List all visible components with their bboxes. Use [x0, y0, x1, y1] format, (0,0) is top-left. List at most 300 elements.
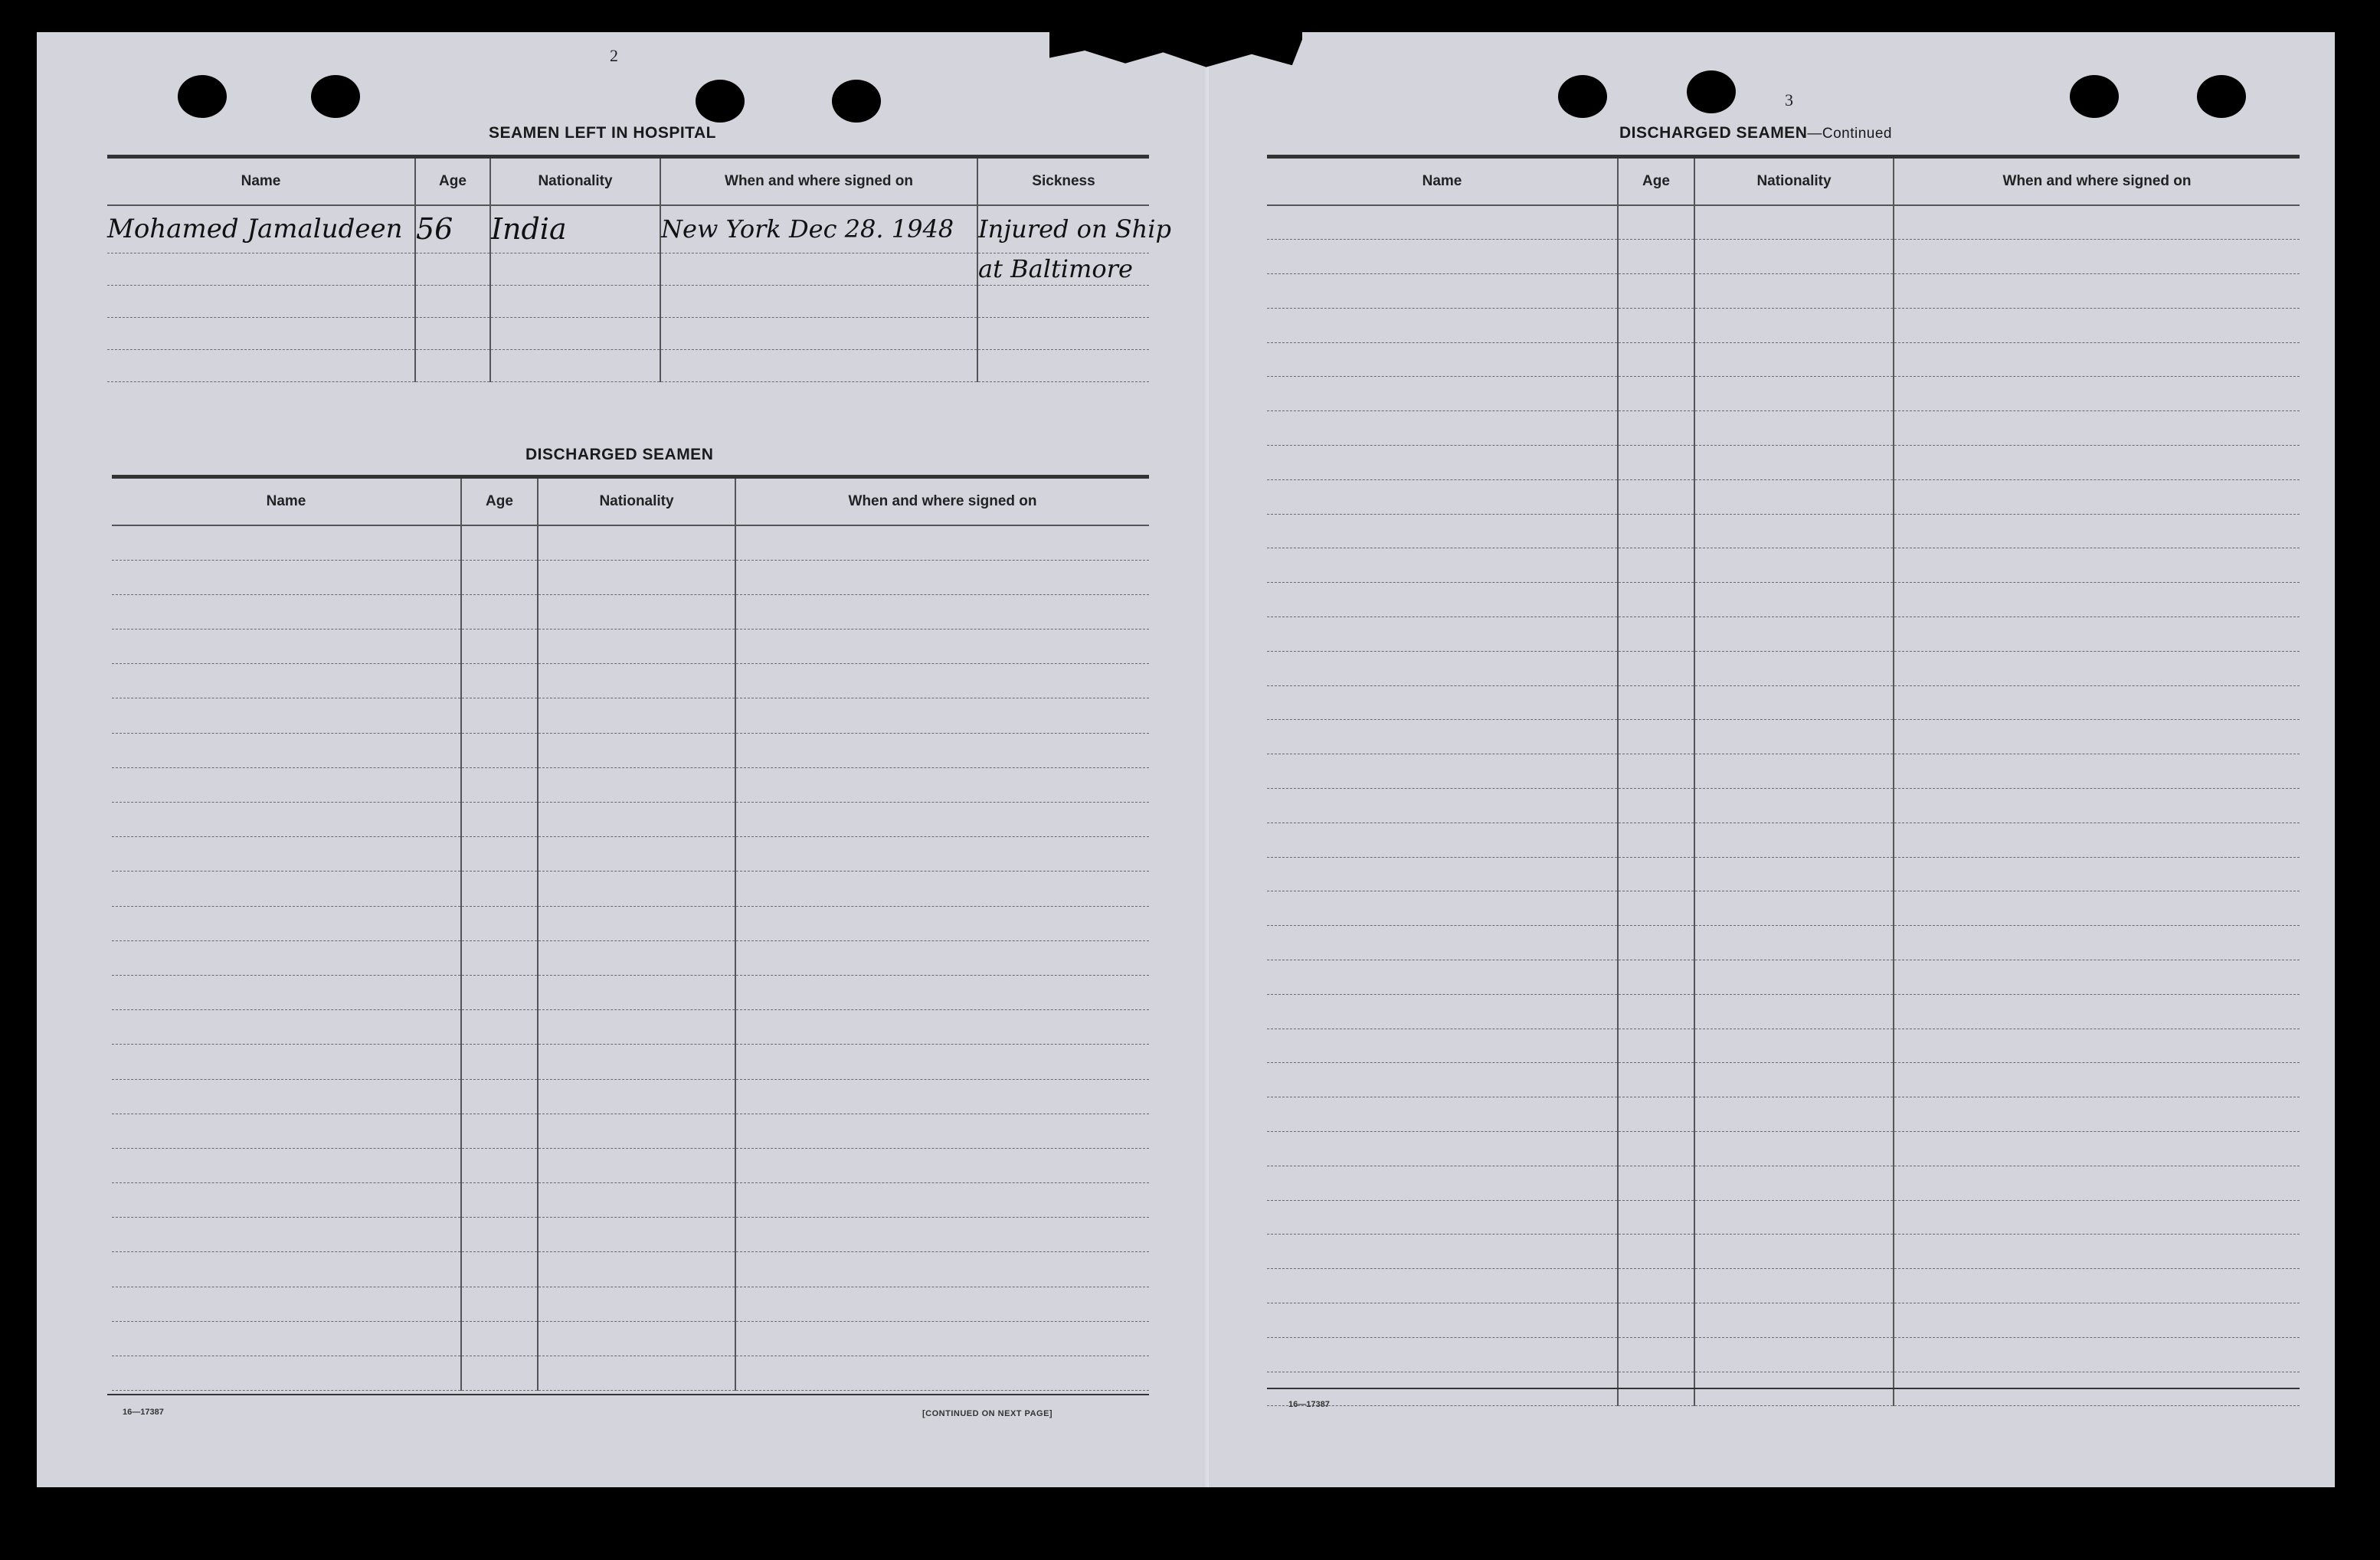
table-cell	[1694, 720, 1894, 754]
table-cell	[112, 906, 461, 940]
table-cell	[1694, 308, 1894, 342]
table-cell	[461, 1356, 538, 1391]
table-cell	[112, 1356, 461, 1391]
col-header-name: Name	[1267, 157, 1618, 206]
page-number-left: 2	[610, 46, 618, 65]
punch-hole	[696, 80, 745, 123]
table-cell	[538, 1252, 735, 1287]
table-cell	[1618, 1132, 1694, 1166]
table-row	[1267, 1269, 2300, 1303]
table-cell	[735, 872, 1149, 906]
table-cell	[1694, 342, 1894, 377]
table-cell	[1618, 1337, 1694, 1372]
table-cell	[112, 1114, 461, 1148]
table-cell	[415, 253, 490, 285]
table-cell	[461, 1010, 538, 1045]
table-row	[112, 1321, 1149, 1356]
table-cell	[1694, 446, 1894, 480]
table-cell	[461, 906, 538, 940]
table-cell	[1694, 617, 1894, 652]
table-cell	[1267, 479, 1618, 514]
table-cell	[1618, 1097, 1694, 1132]
table-cell	[1694, 960, 1894, 995]
table-cell	[735, 1148, 1149, 1182]
table-cell	[538, 1010, 735, 1045]
table-cell	[112, 940, 461, 975]
table-cell	[461, 525, 538, 560]
table-row	[1267, 1200, 2300, 1235]
table-cell	[538, 767, 735, 802]
table-cell	[1894, 994, 2300, 1029]
table-cell	[1618, 583, 1694, 617]
punch-hole	[311, 75, 360, 118]
table-cell	[1618, 891, 1694, 926]
table-row	[112, 630, 1149, 664]
table-cell	[1894, 1269, 2300, 1303]
table-cell	[735, 837, 1149, 872]
table-cell	[1894, 789, 2300, 823]
table-cell	[461, 1218, 538, 1252]
table-row	[107, 317, 1149, 349]
table-cell	[1894, 1132, 2300, 1166]
discharged-table-left	[112, 475, 1149, 1391]
col-header-sickness: Sickness	[977, 157, 1149, 206]
table-cell	[112, 1287, 461, 1321]
table-cell	[1894, 308, 2300, 342]
table-cell	[735, 698, 1149, 733]
table-row	[1267, 1337, 2300, 1372]
entry-sickness-cont: at Baltimore	[977, 253, 1149, 285]
entry-sickness: Injured on Ship	[977, 205, 1149, 253]
punch-hole	[178, 75, 227, 118]
table-cell	[112, 1010, 461, 1045]
entry-age: 56	[415, 205, 490, 253]
table-cell	[461, 1148, 538, 1182]
table-cell	[735, 940, 1149, 975]
table-cell	[660, 253, 977, 285]
table-row	[1267, 205, 2300, 240]
table-cell	[538, 1321, 735, 1356]
col-header-age: Age	[1618, 157, 1694, 206]
table-cell	[1894, 960, 2300, 995]
table-cell	[112, 594, 461, 629]
col-header-age: Age	[461, 477, 538, 526]
table-cell	[461, 872, 538, 906]
table-cell	[735, 1114, 1149, 1148]
table-cell	[1267, 1166, 1618, 1200]
col-header-nationality: Nationality	[1694, 157, 1894, 206]
table-cell	[735, 975, 1149, 1009]
table-cell	[461, 1079, 538, 1114]
table-row	[112, 525, 1149, 560]
table-cell	[735, 594, 1149, 629]
table-cell	[538, 1114, 735, 1148]
col-header-age: Age	[415, 157, 490, 206]
table-row	[107, 349, 1149, 381]
punch-hole	[2070, 75, 2119, 118]
table-cell	[735, 733, 1149, 767]
table-cell	[1267, 1200, 1618, 1235]
table-row	[112, 1148, 1149, 1182]
table-cell	[1618, 754, 1694, 789]
table-cell	[1894, 857, 2300, 891]
table-cell	[1618, 1303, 1694, 1338]
table-cell	[538, 630, 735, 664]
table-cell	[1894, 1097, 2300, 1132]
table-cell	[461, 664, 538, 698]
table-cell	[461, 594, 538, 629]
table-row	[1267, 960, 2300, 995]
table-row	[1267, 240, 2300, 274]
table-cell	[735, 630, 1149, 664]
table-row	[1267, 1235, 2300, 1269]
table-cell	[1894, 342, 2300, 377]
table-row	[1267, 1303, 2300, 1338]
table-cell	[1694, 548, 1894, 583]
table-cell	[735, 767, 1149, 802]
bottom-rule-left	[107, 1394, 1149, 1395]
table-cell	[1267, 1235, 1618, 1269]
table-cell	[461, 1287, 538, 1321]
table-cell	[1618, 1063, 1694, 1097]
punch-hole	[2197, 75, 2246, 118]
entry-nationality: India	[490, 205, 660, 253]
table-row	[112, 664, 1149, 698]
table-cell	[735, 525, 1149, 560]
table-cell	[1894, 274, 2300, 309]
table-cell	[1618, 720, 1694, 754]
discharged-header-row	[1267, 157, 2300, 206]
form-code-right: 16—17387	[1288, 1400, 1330, 1409]
title-continued: —Continued	[1807, 126, 1892, 142]
table-cell	[1267, 685, 1618, 720]
table-row	[1267, 685, 2300, 720]
punch-hole	[1558, 75, 1607, 118]
table-cell	[112, 803, 461, 837]
table-cell	[1618, 1235, 1694, 1269]
table-cell	[538, 1218, 735, 1252]
table-row	[1267, 446, 2300, 480]
table-cell	[1894, 823, 2300, 857]
table-row	[112, 594, 1149, 629]
table-cell	[538, 906, 735, 940]
table-cell	[1618, 1200, 1694, 1235]
table-cell	[735, 803, 1149, 837]
table-cell	[1267, 1063, 1618, 1097]
table-cell	[1694, 1132, 1894, 1166]
table-cell	[1267, 1132, 1618, 1166]
table-cell	[1618, 308, 1694, 342]
continued-note: [CONTINUED ON NEXT PAGE]	[922, 1409, 1053, 1418]
table-cell	[461, 1252, 538, 1287]
table-cell	[1694, 583, 1894, 617]
table-row	[112, 906, 1149, 940]
table-row	[1267, 583, 2300, 617]
table-cell	[1267, 308, 1618, 342]
table-cell	[538, 837, 735, 872]
table-cell	[461, 837, 538, 872]
table-cell	[1694, 1029, 1894, 1063]
page-number-right: 3	[1785, 90, 1793, 110]
table-cell	[538, 872, 735, 906]
table-cell	[1894, 377, 2300, 411]
table-cell	[1894, 617, 2300, 652]
table-cell	[112, 767, 461, 802]
table-cell	[1267, 1269, 1618, 1303]
table-cell	[461, 1183, 538, 1218]
table-cell	[538, 733, 735, 767]
discharged-header-row	[112, 477, 1149, 526]
table-cell	[112, 1045, 461, 1079]
table-cell	[1894, 548, 2300, 583]
table-row	[1267, 1063, 2300, 1097]
table-cell	[1694, 377, 1894, 411]
table-cell	[461, 767, 538, 802]
table-cell	[735, 1045, 1149, 1079]
table-row	[107, 253, 1149, 285]
table-cell	[735, 1356, 1149, 1391]
table-cell	[1894, 1337, 2300, 1372]
table-row	[1267, 548, 2300, 583]
table-cell	[1618, 617, 1694, 652]
table-row	[1267, 377, 2300, 411]
table-cell	[1267, 548, 1618, 583]
table-cell	[1618, 1166, 1694, 1200]
table-cell	[1267, 926, 1618, 960]
table-cell	[1618, 926, 1694, 960]
table-row	[112, 872, 1149, 906]
table-cell	[1894, 685, 2300, 720]
table-cell	[538, 1045, 735, 1079]
table-row	[1267, 617, 2300, 652]
form-code-left: 16—17387	[123, 1408, 164, 1417]
table-cell	[1267, 1337, 1618, 1372]
hospital-table	[107, 155, 1171, 382]
table-cell	[1694, 857, 1894, 891]
col-header-name: Name	[107, 157, 415, 206]
table-row	[1267, 891, 2300, 926]
bottom-rule-right	[1267, 1388, 2300, 1389]
table-cell	[538, 594, 735, 629]
table-cell	[112, 525, 461, 560]
title-main: DISCHARGED SEAMEN	[1619, 124, 1808, 142]
table-row	[112, 1183, 1149, 1218]
table-cell	[735, 1183, 1149, 1218]
table-cell	[112, 1218, 461, 1252]
table-cell	[1267, 514, 1618, 548]
table-cell	[1618, 685, 1694, 720]
table-cell	[112, 630, 461, 664]
table-cell	[112, 1252, 461, 1287]
table-cell	[1618, 1029, 1694, 1063]
table-cell	[1618, 994, 1694, 1029]
table-cell	[1618, 342, 1694, 377]
table-cell	[490, 253, 660, 285]
table-cell	[1618, 446, 1694, 480]
table-cell	[1694, 1303, 1894, 1338]
table-row	[1267, 1166, 2300, 1200]
table-row	[112, 698, 1149, 733]
table-cell	[735, 1079, 1149, 1114]
table-cell	[461, 1114, 538, 1148]
table-cell	[112, 698, 461, 733]
table-row	[1267, 789, 2300, 823]
table-cell	[1694, 651, 1894, 685]
table-row	[112, 1010, 1149, 1045]
table-cell	[112, 1183, 461, 1218]
table-cell	[1894, 1063, 2300, 1097]
table-cell	[1894, 891, 2300, 926]
table-cell	[1894, 720, 2300, 754]
table-cell	[538, 525, 735, 560]
table-row	[1267, 926, 2300, 960]
table-cell	[1694, 479, 1894, 514]
table-cell	[112, 664, 461, 698]
table-cell	[1618, 205, 1694, 240]
right-page	[1209, 32, 2335, 1487]
col-header-nationality: Nationality	[490, 157, 660, 206]
table-cell	[1618, 823, 1694, 857]
col-header-signed-on: When and where signed on	[1894, 157, 2300, 206]
table-row	[112, 767, 1149, 802]
table-cell	[735, 1010, 1149, 1045]
table-cell	[1894, 926, 2300, 960]
table-cell	[1894, 1029, 2300, 1063]
table-cell	[1267, 205, 1618, 240]
table-cell	[1694, 926, 1894, 960]
table-cell	[1618, 1269, 1694, 1303]
table-row	[1267, 720, 2300, 754]
table-cell	[1618, 789, 1694, 823]
discharged-section-title-right	[1619, 124, 1892, 142]
table-cell	[1694, 891, 1894, 926]
table-cell	[1267, 754, 1618, 789]
table-row	[112, 940, 1149, 975]
table-cell	[1894, 240, 2300, 274]
table-row	[1267, 857, 2300, 891]
table-cell	[1694, 685, 1894, 720]
table-cell	[112, 975, 461, 1009]
table-cell	[1267, 823, 1618, 857]
table-cell	[538, 560, 735, 594]
table-cell	[1894, 583, 2300, 617]
table-cell	[461, 733, 538, 767]
table-cell	[461, 940, 538, 975]
table-cell	[1894, 205, 2300, 240]
table-cell	[1267, 1303, 1618, 1338]
table-cell	[538, 1287, 735, 1321]
table-cell	[107, 253, 415, 285]
table-cell	[1618, 479, 1694, 514]
table-row	[1267, 411, 2300, 446]
table-cell	[1894, 754, 2300, 789]
entry-name: Mohamed Jamaludeen	[107, 205, 415, 253]
table-cell	[1618, 411, 1694, 446]
table-cell	[1894, 411, 2300, 446]
table-row	[112, 560, 1149, 594]
table-cell	[1894, 1303, 2300, 1338]
table-row	[112, 1218, 1149, 1252]
table-cell	[112, 1321, 461, 1356]
table-cell	[112, 733, 461, 767]
table-cell	[1267, 891, 1618, 926]
table-cell	[1267, 1029, 1618, 1063]
table-row	[1267, 651, 2300, 685]
table-cell	[1694, 1063, 1894, 1097]
table-cell	[1694, 205, 1894, 240]
table-cell	[735, 664, 1149, 698]
table-cell	[1267, 960, 1618, 995]
col-header-name: Name	[112, 477, 461, 526]
table-cell	[1894, 479, 2300, 514]
table-row	[1267, 1029, 2300, 1063]
table-cell	[1618, 548, 1694, 583]
entry-signed-on: New York Dec 28. 1948	[660, 205, 977, 253]
table-row	[1267, 754, 2300, 789]
table-cell	[1267, 789, 1618, 823]
table-cell	[1267, 994, 1618, 1029]
table-row	[112, 1114, 1149, 1148]
table-cell	[538, 664, 735, 698]
table-cell	[1267, 411, 1618, 446]
table-row	[1267, 308, 2300, 342]
table-cell	[538, 1148, 735, 1182]
table-cell	[735, 560, 1149, 594]
table-cell	[461, 560, 538, 594]
table-row	[112, 1079, 1149, 1114]
table-cell	[1267, 377, 1618, 411]
table-cell	[1267, 583, 1618, 617]
punch-hole	[1687, 70, 1736, 113]
table-cell	[1694, 514, 1894, 548]
table-cell	[1267, 617, 1618, 652]
table-cell	[1267, 1097, 1618, 1132]
table-cell	[1894, 1166, 2300, 1200]
table-row	[112, 1356, 1149, 1391]
table-cell	[112, 872, 461, 906]
table-cell	[112, 1148, 461, 1182]
table-cell	[1267, 342, 1618, 377]
table-cell	[735, 1321, 1149, 1356]
table-cell	[538, 1079, 735, 1114]
table-row	[1267, 994, 2300, 1029]
table-cell	[538, 698, 735, 733]
hospital-section-title: SEAMEN LEFT IN HOSPITAL	[489, 124, 716, 142]
table-cell	[1894, 1235, 2300, 1269]
table-cell	[1694, 274, 1894, 309]
table-cell	[461, 698, 538, 733]
table-cell	[1267, 446, 1618, 480]
table-row	[1267, 1132, 2300, 1166]
table-row	[1267, 274, 2300, 309]
col-header-signed-on: When and where signed on	[735, 477, 1149, 526]
table-cell	[1694, 1269, 1894, 1303]
table-cell	[1694, 754, 1894, 789]
table-cell	[1618, 240, 1694, 274]
left-page	[37, 32, 1209, 1487]
table-cell	[1694, 240, 1894, 274]
table-row	[1267, 823, 2300, 857]
table-cell	[1618, 377, 1694, 411]
table-cell	[1618, 651, 1694, 685]
table-cell	[1267, 651, 1618, 685]
table-cell	[1267, 240, 1618, 274]
discharged-table-right	[1267, 155, 2300, 1406]
table-row	[112, 1045, 1149, 1079]
table-row	[112, 837, 1149, 872]
table-cell	[1894, 446, 2300, 480]
table-cell	[1618, 514, 1694, 548]
